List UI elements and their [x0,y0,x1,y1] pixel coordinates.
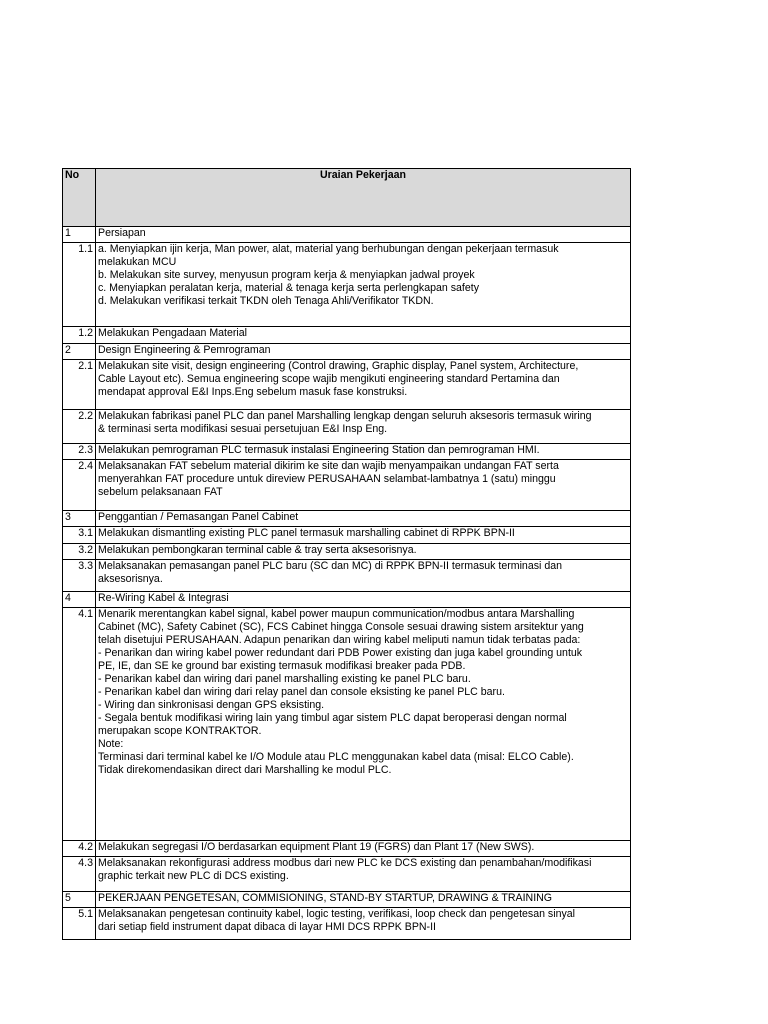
row-number: 2.3 [63,444,96,460]
description-line: Melaksanakan FAT sebelum material dikirim ke site dan wajib menyampaikan undangan FAT serta [98,460,559,472]
description-line: Melakukan pembongkaran terminal cable & tray serta aksesorisnya. [98,544,417,556]
description-line: Re-Wiring Kabel & Integrasi [98,592,229,604]
row-description [96,841,631,857]
row-description [96,608,631,841]
description-line: Cable Layout etc). Semua engineering scope wajib mengikuti engineering standard Pertamina dan [98,373,560,385]
table-row [63,360,631,410]
description-line: Persiapan [98,227,146,239]
description-line: Melakukan segregasi I/O berdasarkan equipment Plant 19 (FGRS) dan Plant 17 (New SWS). [98,841,535,853]
row-number: 3.2 [63,544,96,560]
section-row [63,344,631,360]
row-number: 1.2 [63,327,96,344]
description-line: Melakukan dismantling existing PLC panel termasuk marshalling cabinet di RPPK BPN-II [98,527,515,539]
table-body [63,227,631,940]
row-number: 2.2 [63,410,96,444]
description-line: Melakukan fabrikasi panel PLC dan panel Marshalling lengkap dengan seluruh aksesoris termasuk wiring [98,410,592,422]
description-line: Tidak direkomendasikan direct dari Marshalling ke modul PLC. [98,764,392,776]
description-line: Penggantian / Pemasangan Panel Cabinet [98,511,299,523]
description-line: & terminasi serta modifikasi sesuai persetujuan E&I Insp Eng. [98,423,388,435]
section-row [63,227,631,243]
description-line: PEKERJAAN PENGETESAN, COMMISIONING, STAND-BY STARTUP, DRAWING & TRAINING [98,892,553,904]
table-row [63,444,631,460]
description-line: Melaksanakan pemasangan panel PLC baru (SC dan MC) di RPPK BPN-II termasuk terminasi dan [98,560,562,572]
description-line: Note: [98,738,124,750]
description-line: Melaksanakan pengetesan continuity kabel, logic testing, verifikasi, loop check dan pengetesan sinyal [98,908,576,920]
row-number: 4.2 [63,841,96,857]
description-line: c. Menyiapkan peralatan kerja, material & tenaga kerja serta perlengkapan safety [98,282,480,294]
table-row [63,527,631,544]
description-line: merupakan scope KONTRAKTOR. [98,725,262,737]
table-row [63,544,631,560]
description-line: dari setiap field instrument dapat dibaca di layar HMI DCS RPPK BPN-II [98,921,436,933]
row-description [96,410,631,444]
description-line: d. Melakukan verifikasi terkait TKDN oleh Tenaga Ahli/Verifikator TKDN. [98,295,434,307]
description-line: - Penarikan dan wiring kabel power redundant dari PDB Power existing dan juga kabel grounding untuk [98,647,583,659]
row-description [96,857,631,892]
description-line: Melakukan site visit, design engineering (Control drawing, Graphic display, Panel system, Architecture, [98,360,579,372]
row-description [96,227,631,243]
description-line: - Wiring dan sinkronisasi dengan GPS eksisting. [98,699,325,711]
header-uraian-pekerjaan: Uraian Pekerjaan [96,169,631,227]
row-description [96,344,631,360]
row-number: 2 [63,344,96,360]
table-row [63,857,631,892]
table-row [63,460,631,511]
row-description [96,592,631,608]
description-line: PE, IE, dan SE ke ground bar existing termasuk modifikasi breaker pada PDB. [98,660,466,672]
row-description [96,560,631,592]
row-description [96,908,631,940]
row-number: 1.1 [63,243,96,327]
description-line: Design Engineering & Pemrograman [98,344,271,356]
row-description [96,444,631,460]
section-row [63,511,631,527]
description-line: a. Menyiapkan ijin kerja, Man power, alat, material yang berhubungan dengan pekerjaan termasuk [98,243,559,255]
description-line: graphic terkait new PLC di DCS existing. [98,870,289,882]
row-description [96,511,631,527]
row-number: 4 [63,592,96,608]
description-line: mendapat approval E&I Inps.Eng sebelum masuk fase konstruksi. [98,386,408,398]
table-row [63,410,631,444]
row-number: 2.1 [63,360,96,410]
row-description [96,544,631,560]
section-row [63,592,631,608]
description-line: Melakukan Pengadaan Material [98,327,247,339]
description-line: Cabinet (MC), Safety Cabinet (SC), FCS Cabinet hingga Console sesuai drawing sistem arsitektur yang [98,621,584,633]
description-line: Terminasi dari terminal kabel ke I/O Module atau PLC menggunakan kabel data (misal: ELCO Cable). [98,751,574,763]
row-description [96,360,631,410]
table-row [63,560,631,592]
description-line: Melakukan pemrograman PLC termasuk instalasi Engineering Station dan pemrograman HMI. [98,444,540,456]
row-number: 1 [63,227,96,243]
row-number: 3.3 [63,560,96,592]
table-row [63,327,631,344]
row-description [96,892,631,908]
description-line: - Penarikan kabel dan wiring dari panel marshalling existing ke panel PLC baru. [98,673,471,685]
row-number: 5 [63,892,96,908]
table-row [63,841,631,857]
row-number: 5.1 [63,908,96,940]
row-description [96,460,631,511]
row-description [96,327,631,344]
row-number: 3 [63,511,96,527]
row-number: 2.4 [63,460,96,511]
description-line: telah disetujui PERUSAHAAN. Adapun penarikan dan wiring kabel meliputi namun tidak terbatas pada: [98,634,581,646]
description-line: Menarik merentangkan kabel signal, kabel power maupun communication/modbus antara Marshalling [98,608,575,620]
work-scope-table [62,168,631,940]
description-line: melakukan MCU [98,256,177,268]
table-row [63,243,631,327]
row-number: 4.1 [63,608,96,841]
table-header-row [63,169,631,227]
row-description [96,243,631,327]
description-line: menyerahkan FAT procedure untuk direview PERUSAHAAN selambat-lambatnya 1 (satu) minggu [98,473,556,485]
row-number: 4.3 [63,857,96,892]
description-line: Melaksanakan rekonfigurasi address modbus dari new PLC ke DCS existing dan penambahan/modifikasi [98,857,592,869]
row-description [96,527,631,544]
description-line: aksesorisnya. [98,573,163,585]
description-line: - Penarikan kabel dan wiring dari relay panel dan console eksisting ke panel PLC baru. [98,686,505,698]
row-number: 3.1 [63,527,96,544]
header-no: No [63,169,96,227]
table-row [63,608,631,841]
description-line: - Segala bentuk modifikasi wiring lain yang timbul agar sistem PLC dapat beroperasi dengan normal [98,712,567,724]
section-row [63,892,631,908]
description-line: b. Melakukan site survey, menyusun program kerja & menyiapkan jadwal proyek [98,269,475,281]
description-line: sebelum pelaksanaan FAT [98,486,223,498]
table-row [63,908,631,940]
